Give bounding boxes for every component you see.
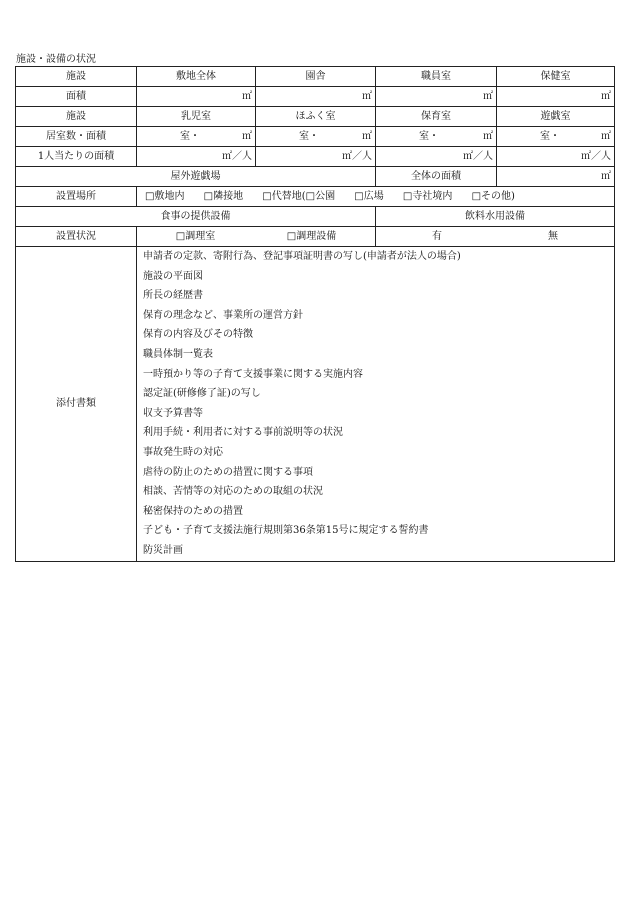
section-heading: 施設・設備の状況 xyxy=(16,54,96,65)
total-area-label: 全体の面積 xyxy=(376,167,497,187)
room-count-row xyxy=(16,127,615,147)
list-item: 申請者の定款、寄附行為、登記事項証明書の写し(申請者が法人の場合) xyxy=(143,251,461,262)
area-field[interactable] xyxy=(497,87,615,107)
per-person-field[interactable] xyxy=(376,147,497,167)
list-item: 相談、苦情等の対応のための取組の状況 xyxy=(143,486,323,498)
per-person-area-row xyxy=(16,147,615,167)
list-item: 子ども・子育て支援法施行規則第36条第15号に規定する誓約書 xyxy=(143,525,429,537)
unit-label: ㎡ xyxy=(362,90,372,102)
room-area-field[interactable] xyxy=(256,127,376,147)
attachments-row xyxy=(16,247,615,562)
area-row-1 xyxy=(16,87,615,107)
room-unit: 室・ xyxy=(419,130,439,142)
unit-label: ㎡／人 xyxy=(463,150,493,162)
option-no[interactable]: 無 xyxy=(548,230,558,242)
per-person-field[interactable] xyxy=(137,147,256,167)
row-label: 居室数・面積 xyxy=(16,127,137,147)
unit-label: ㎡／人 xyxy=(342,150,372,162)
playground-label: 屋外遊戯場 xyxy=(16,167,376,187)
col-header: 遊戯室 xyxy=(497,107,615,127)
row-label: 設置状況 xyxy=(16,227,137,247)
list-item: 保育の理念など、事業所の運営方針 xyxy=(143,309,303,321)
unit-label: ㎡ xyxy=(483,130,493,142)
col-header: 保育室 xyxy=(376,107,497,127)
list-item: 所長の経歴書 xyxy=(143,290,203,302)
room-unit: 室・ xyxy=(299,130,319,142)
list-item: 保育の内容及びその特徴 xyxy=(143,329,253,341)
unit-label: ㎡／人 xyxy=(581,150,611,162)
facility-row-2 xyxy=(16,107,615,127)
col-header: 敷地全体 xyxy=(137,67,256,87)
location-row xyxy=(16,187,615,207)
col-header: ほふく室 xyxy=(256,107,376,127)
unit-label: ㎡ xyxy=(242,90,252,102)
area-field[interactable] xyxy=(376,87,497,107)
room-area-field[interactable] xyxy=(376,127,497,147)
list-item: 収支予算書等 xyxy=(143,407,203,419)
checkbox-shrine[interactable]: □寺社境内 xyxy=(402,190,453,202)
col-header: 乳児室 xyxy=(137,107,256,127)
row-label: 施設 xyxy=(16,107,137,127)
meal-water-header-row xyxy=(16,207,615,227)
installation-status-row xyxy=(16,227,615,247)
total-area-field[interactable] xyxy=(497,167,615,187)
checkbox-other[interactable]: □その他) xyxy=(471,190,515,202)
list-item: 利用手続・利用者に対する事前説明等の状況 xyxy=(143,427,343,439)
row-label: 1人当たりの面積 xyxy=(16,147,137,167)
unit-label: ㎡ xyxy=(601,170,611,182)
checkbox-cooking-equipment[interactable]: □調理設備 xyxy=(286,230,337,242)
room-area-field[interactable] xyxy=(497,127,615,147)
list-item: 防災計画 xyxy=(143,544,183,556)
checkbox-kitchen[interactable]: □調理室 xyxy=(175,230,216,242)
room-unit: 室・ xyxy=(180,130,200,142)
area-field[interactable] xyxy=(256,87,376,107)
room-unit: 室・ xyxy=(540,130,560,142)
row-label: 施設 xyxy=(16,67,137,87)
checkbox-adjacent[interactable]: □隣接地 xyxy=(203,190,244,202)
list-item: 虐待の防止のための措置に関する事項 xyxy=(143,466,313,478)
list-item: 職員体制一覧表 xyxy=(143,348,213,360)
unit-label: ㎡／人 xyxy=(222,150,252,162)
row-label: 設置場所 xyxy=(16,187,137,207)
meal-facility-label: 食事の提供設備 xyxy=(16,207,376,227)
area-field[interactable] xyxy=(137,87,256,107)
list-item: 一時預かり等の子育て支援事業に関する実施内容 xyxy=(143,368,363,380)
facility-table xyxy=(15,66,615,562)
playground-row xyxy=(16,167,615,187)
unit-label: ㎡ xyxy=(601,130,611,142)
attachments-list xyxy=(137,247,615,562)
checkbox-plaza[interactable]: □広場 xyxy=(354,190,384,202)
option-yes[interactable]: 有 xyxy=(432,230,442,242)
col-header: 園舎 xyxy=(256,67,376,87)
water-facility-label: 飲料水用設備 xyxy=(376,207,615,227)
facility-row-1 xyxy=(16,67,615,87)
per-person-field[interactable] xyxy=(497,147,615,167)
water-options xyxy=(376,227,615,247)
location-options xyxy=(137,187,615,207)
unit-label: ㎡ xyxy=(483,90,493,102)
list-item: 事故発生時の対応 xyxy=(143,446,223,458)
col-header: 職員室 xyxy=(376,67,497,87)
checkbox-site[interactable]: □敷地内 xyxy=(145,190,185,202)
attachments-label: 添付書類 xyxy=(16,247,137,562)
unit-label: ㎡ xyxy=(362,130,372,142)
room-area-field[interactable] xyxy=(137,127,256,147)
unit-label: ㎡ xyxy=(601,90,611,102)
row-label: 面積 xyxy=(16,87,137,107)
list-item: 認定証(研修修了証)の写し xyxy=(143,388,261,400)
per-person-field[interactable] xyxy=(256,147,376,167)
checkbox-alternative[interactable]: □代替地(□公園 xyxy=(262,190,336,202)
unit-label: ㎡ xyxy=(242,130,252,142)
meal-options xyxy=(137,227,376,247)
list-item: 施設の平面図 xyxy=(143,270,203,282)
list-item: 秘密保持のための措置 xyxy=(143,505,243,517)
col-header: 保健室 xyxy=(497,67,615,87)
